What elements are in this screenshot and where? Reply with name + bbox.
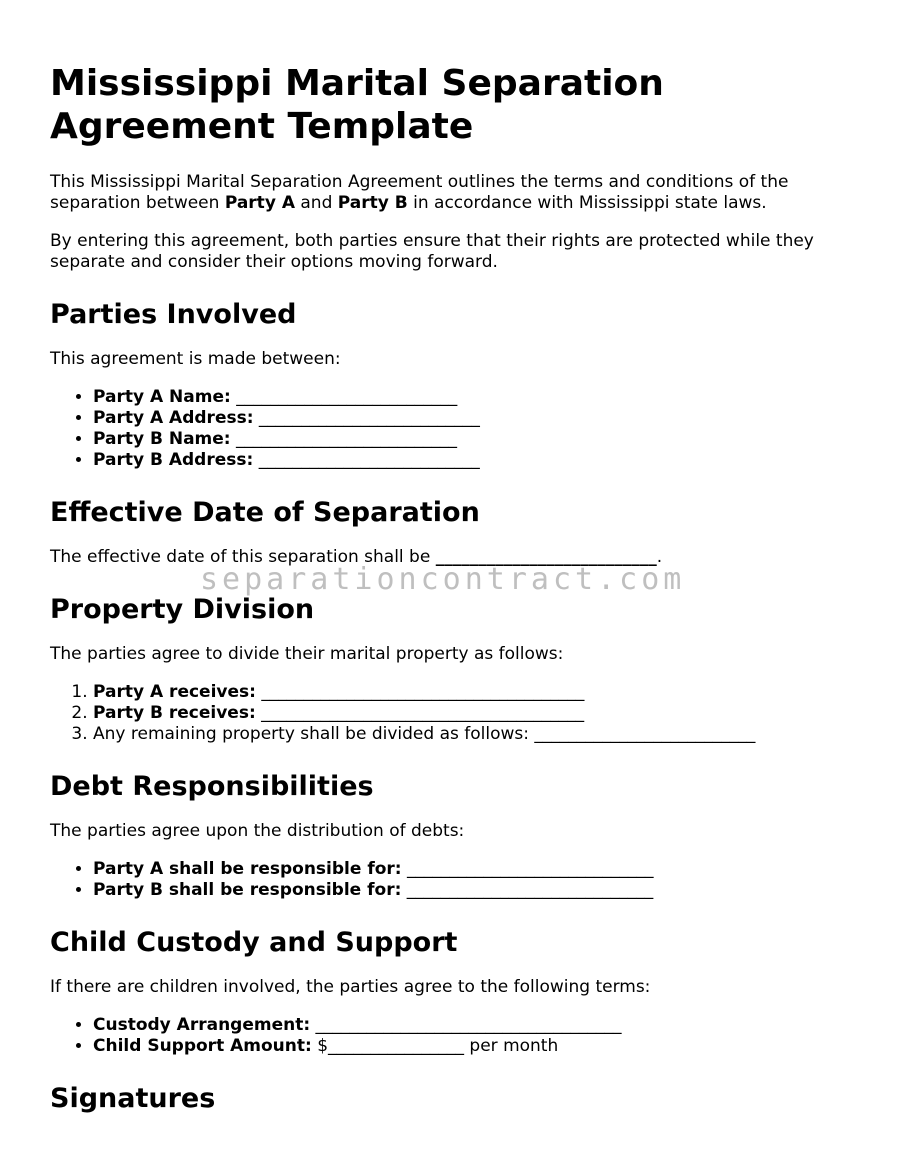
effective-date-heading: Effective Date of Separation xyxy=(50,497,480,528)
list-item xyxy=(93,429,850,450)
parties-list xyxy=(50,387,850,471)
list-item xyxy=(93,682,850,703)
party-a-address-blank: __________________________ xyxy=(253,408,480,428)
intro-text-a: This Mississippi Marital Separation Agreement outlines the terms and conditions of the separation between xyxy=(50,172,789,213)
party-a-receives-label: Party A receives: xyxy=(93,682,256,702)
list-item xyxy=(93,1036,850,1057)
property-list xyxy=(50,682,850,745)
intro-text-and: and xyxy=(294,193,338,213)
custody-arrangement-blank: ____________________________________ xyxy=(310,1015,622,1035)
debt-list xyxy=(50,859,850,901)
debt-lead: The parties agree upon the distribution of debts: xyxy=(50,821,465,841)
party-a-address-label: Party A Address: xyxy=(93,408,254,428)
child-support-label: Child Support Amount: xyxy=(93,1036,312,1056)
intro-party-a: Party A xyxy=(224,193,295,213)
list-item xyxy=(93,724,850,745)
property-lead: The parties agree to divide their marital property as follows: xyxy=(50,644,564,664)
document-title: Mississippi Marital Separation Agreement Template xyxy=(50,63,664,147)
party-b-receives-label: Party B receives: xyxy=(93,703,256,723)
effective-date-blank: __________________________ xyxy=(435,547,657,567)
list-item xyxy=(93,1015,850,1036)
parties-lead: This agreement is made between: xyxy=(50,349,341,369)
list-item xyxy=(93,880,850,901)
effective-date-period: . xyxy=(656,547,663,567)
party-b-debt-label: Party B shall be responsible for: xyxy=(93,880,402,900)
custody-lead: If there are children involved, the parties agree to the following terms: xyxy=(50,977,651,997)
party-b-debt-blank: _____________________________ xyxy=(401,880,654,900)
list-item xyxy=(93,859,850,880)
custody-heading: Child Custody and Support xyxy=(50,927,458,958)
intro-paragraph-2: By entering this agreement, both parties ensure that their rights are protected while they separate and consider their options moving forward. xyxy=(50,231,814,272)
party-b-address-label: Party B Address: xyxy=(93,450,254,470)
list-item xyxy=(93,387,850,408)
custody-list xyxy=(50,1015,850,1057)
property-heading: Property Division xyxy=(50,594,315,625)
parties-heading: Parties Involved xyxy=(50,299,297,330)
party-b-address-blank: __________________________ xyxy=(253,450,480,470)
party-a-debt-label: Party A shall be responsible for: xyxy=(93,859,402,879)
remaining-property-text: Any remaining property shall be divided as follows: __________________________ xyxy=(93,724,756,744)
list-item xyxy=(93,703,850,724)
list-item xyxy=(93,408,850,429)
custody-arrangement-label: Custody Arrangement: xyxy=(93,1015,311,1035)
intro-party-b: Party B xyxy=(337,193,408,213)
intro-paragraph-1 xyxy=(50,172,850,214)
watermark-text: separationcontract.com xyxy=(200,562,686,597)
debt-heading: Debt Responsibilities xyxy=(50,771,374,802)
party-a-debt-blank: _____________________________ xyxy=(401,859,654,879)
party-b-name-blank: __________________________ xyxy=(230,429,458,449)
party-a-name-label: Party A Name: xyxy=(93,387,231,407)
child-support-blank: $________________ per month xyxy=(311,1036,559,1056)
document-page xyxy=(50,62,850,1133)
list-item xyxy=(93,450,850,471)
party-b-name-label: Party B Name: xyxy=(93,429,231,449)
effective-date-text: The effective date of this separation shall be xyxy=(50,547,436,567)
party-a-receives-blank: ______________________________________ xyxy=(255,682,585,702)
party-b-receives-blank: ______________________________________ xyxy=(255,703,585,723)
signatures-heading: Signatures xyxy=(50,1083,216,1114)
intro-text-b: in accordance with Mississippi state laws. xyxy=(407,193,767,213)
party-a-name-blank: __________________________ xyxy=(230,387,458,407)
